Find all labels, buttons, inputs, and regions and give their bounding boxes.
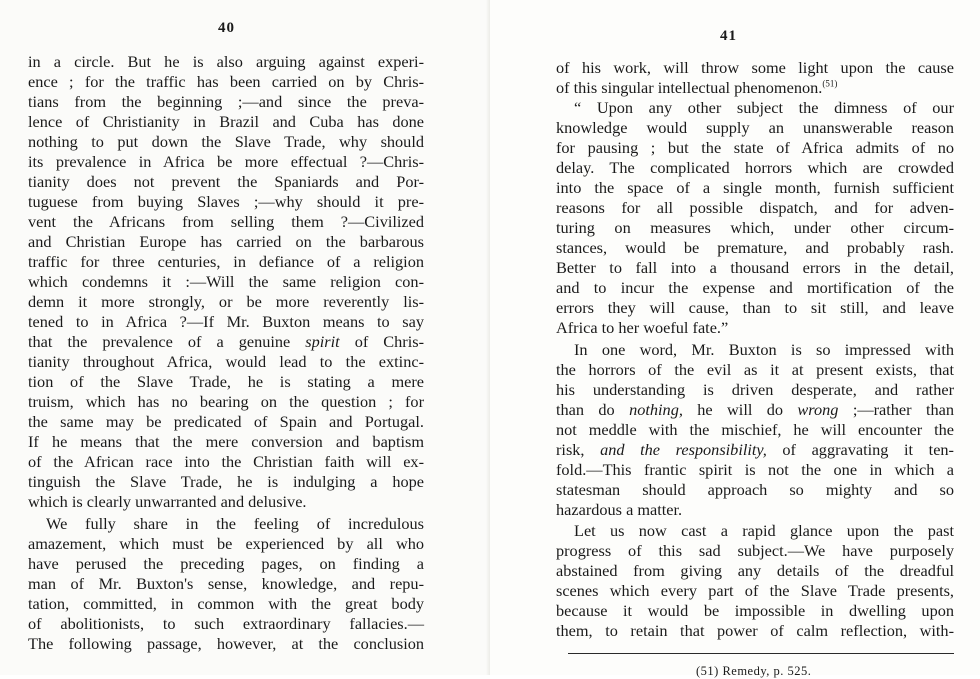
- text-line: the horrors of the evil as it at present exists, that: [556, 360, 954, 379]
- italic-phrase: and the responsibility,: [600, 440, 767, 459]
- text-line: fold.—This frantic spirit is not the one in which a: [556, 460, 954, 479]
- text-line: tion of the Slave Trade, he is stating a mere: [28, 372, 424, 391]
- italic-word: spirit: [305, 332, 340, 351]
- text-line: tians from the beginning ;—and since the preva-: [28, 92, 424, 111]
- text-line: lence of Christianity in Brazil and Cuba has done: [28, 112, 424, 131]
- text-line: into the space of a single month, furnish sufficient: [556, 178, 954, 197]
- text-line: tened to in Africa ?—If Mr. Buxton means to say: [28, 312, 424, 331]
- text-line: Africa to her woeful fate.”: [556, 318, 729, 337]
- text-line: stances, would be premature, and probably rash.: [556, 238, 954, 257]
- text-line: [28, 332, 424, 352]
- text-line: turing on measures which, under other circum-: [556, 218, 954, 237]
- text-segment: than do: [556, 400, 630, 419]
- footnote: (51) Remedy, p. 525.: [696, 664, 812, 678]
- text-line: not meddle with the mischief, he will encounter the: [556, 420, 954, 439]
- text-line: progress of this sad subject.—We have purposely: [556, 541, 954, 560]
- text-line: his understanding is driven desperate, and rather: [556, 380, 954, 399]
- text-line: of his work, will throw some light upon the cause: [556, 58, 954, 77]
- text-line: [556, 400, 954, 420]
- text-line: which is clearly unwarranted and delusive.: [28, 492, 307, 511]
- text-line: tation, committed, in common with the great body: [28, 594, 424, 613]
- page-number-right: 41: [720, 28, 737, 44]
- paragraph-start: We fully share in the feeling of incredulous: [46, 514, 424, 533]
- text-line: of abolitionists, to such extraordinary fallacies.—: [28, 614, 424, 633]
- text-line: tuguese from buying Slaves ;—why should it pre-: [28, 192, 424, 211]
- text-line: its prevalence in Africa be more effectual ?—Chris-: [28, 152, 424, 171]
- text-line: and Christian Europe has carried on the barbarous: [28, 232, 424, 251]
- footnote-reference: (51): [822, 78, 838, 89]
- text-line: scenes which every part of the Slave Trade presents,: [556, 581, 954, 600]
- text-segment: he will do: [682, 400, 798, 419]
- text-segment: of this singular intellectual phenomenon.: [556, 78, 823, 97]
- footnote-rule: [568, 653, 954, 654]
- text-line: knowledge would supply an unanswerable reason: [556, 118, 954, 137]
- text-line: which condemns it :—Will the same religion con-: [28, 272, 424, 291]
- text-line: [556, 78, 954, 98]
- text-line: If he means that the mere conversion and baptism: [28, 432, 424, 451]
- text-line: [556, 440, 954, 460]
- page-number-left: 40: [218, 20, 235, 36]
- text-segment: ;—rather than: [838, 400, 954, 419]
- text-line: have perused the preceding pages, on finding a: [28, 554, 424, 573]
- italic-word: nothing,: [629, 400, 683, 419]
- text-line: the same may be predicated of Spain and Portugal.: [28, 412, 424, 431]
- text-line: for pausing ; but the state of Africa admits of no: [556, 138, 954, 157]
- text-line: man of Mr. Buxton's sense, knowledge, and repu-: [28, 574, 424, 593]
- text-line: and to incur the expense and mortification of the: [556, 278, 954, 297]
- text-line: ence ; for the traffic has been carried on by Chris-: [28, 72, 424, 91]
- text-line: them, to retain that power of calm reflection, with-: [556, 621, 954, 640]
- text-segment: risk,: [556, 440, 601, 459]
- text-line: delay. The complicated horrors which are crowded: [556, 158, 954, 177]
- text-line: amazement, which must be experienced by all who: [28, 534, 424, 553]
- text-line: demn it more strongly, or be more reverently lis-: [28, 292, 424, 311]
- text-line: statesman should approach so mighty and so: [556, 480, 954, 499]
- text-line: traffic for three centuries, in defiance of a religion: [28, 252, 424, 271]
- italic-word: wrong: [797, 400, 839, 419]
- text-line: hazardous a matter.: [556, 500, 683, 519]
- text-line: Better to fall into a thousand errors in the detail,: [556, 258, 954, 277]
- text-segment: of Chris-: [339, 332, 425, 351]
- text-line: vent the Africans from selling them ?—Civilized: [28, 212, 424, 231]
- text-segment: of aggravating it ten-: [766, 440, 954, 459]
- text-line: in a circle. But he is also arguing against experi-: [28, 52, 424, 71]
- text-line: tianity throughout Africa, would lead to the extinc-: [28, 352, 424, 371]
- text-line: tianity does not prevent the Spaniards and Por-: [28, 172, 424, 191]
- text-line: of the African race into the Christian faith will ex-: [28, 452, 424, 471]
- text-line: nothing to put down the Slave Trade, why should: [28, 132, 424, 151]
- paragraph-start: Let us now cast a rapid glance upon the past: [574, 521, 954, 540]
- text-line: The following passage, however, at the conclusion: [28, 634, 424, 653]
- text-line: reasons for all possible dispatch, and for adven-: [556, 198, 954, 217]
- text-line: tinguish the Slave Trade, he is indulging a hope: [28, 472, 424, 491]
- paragraph-start: In one word, Mr. Buxton is so impressed with: [574, 340, 954, 359]
- text-line: because it would be impossible in dwelling upon: [556, 601, 954, 620]
- text-line: abstained from giving any details of the dreadful: [556, 561, 954, 580]
- text-line: errors they will cause, than to sit still, and leave: [556, 298, 954, 317]
- quote-start: “ Upon any other subject the dimness of our: [574, 98, 954, 117]
- text-line: truism, which has no bearing on the question ; for: [28, 392, 424, 411]
- text-segment: that the prevalence of a genuine: [28, 332, 291, 351]
